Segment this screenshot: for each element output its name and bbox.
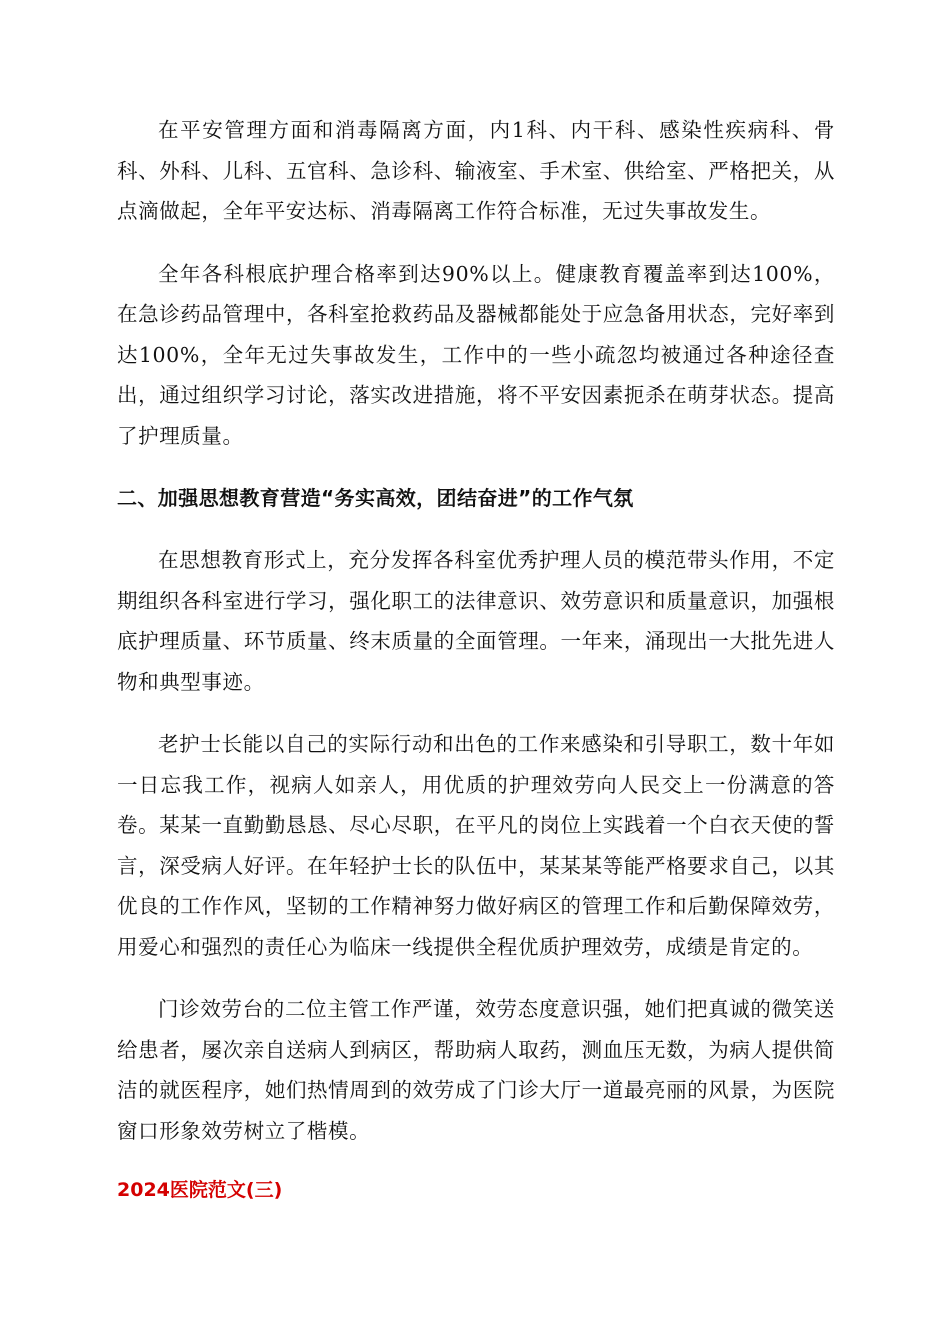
document-body: [117, 110, 835, 1207]
paragraph-safety-management: 在平安管理方面和消毒隔离方面，内1科、内干科、感染性疾病科、骨科、外科、儿科、五官科、急诊科、输液室、手术室、供给室、严格把关，从点滴做起，全年平安达标、消毒隔离工作符合标准，无过失事故发生。: [117, 118, 835, 223]
section-heading-ideological-education: 二、加强思想教育营造“务实高效，团结奋进”的工作气氛: [117, 486, 634, 510]
paragraph-outpatient-service: 门诊效劳台的二位主管工作严谨，效劳态度意识强，她们把真诚的微笑送给患者，屡次亲自送病人到病区，帮助病人取药，测血压无数，为病人提供简洁的就医程序，她们热情周到的效劳成了门诊大厅一道最亮丽的风景，为医院窗口形象效劳树立了楷模。: [117, 997, 835, 1143]
paragraph-head-nurses: 老护士长能以自己的实际行动和出色的工作来感染和引导职工，数十年如一日忘我工作，视病人如亲人，用优质的护理效劳向人民交上一份满意的答卷。某某一直勤勤恳恳、尽心尽职，在平凡的岗位上实践着一个白衣天使的誓言，深受病人好评。在年轻护士长的队伍中，某某某等能严格要求自己，以其优良的工作作风，坚韧的工作精神努力做好病区的管理工作和后勤保障效劳，用爱心和强烈的责任心为临床一线提供全程优质护理效劳，成绩是肯定的。: [117, 732, 835, 959]
paragraph-nursing-quality: 全年各科根底护理合格率到达90%以上。健康教育覆盖率到达100%，在急诊药品管理中，各科室抢救药品及器械都能处于应急备用状态，完好率到达100%，全年无过失事故发生，工作中的一些小疏忽均被通过各种途径查出，通过组织学习讨论，落实改进措施，将不平安因素扼杀在萌芽状态。提高了护理质量。: [117, 261, 835, 448]
section-title-sample-three: 2024医院范文(三): [117, 1179, 283, 1201]
paragraph-education-form: 在思想教育形式上，充分发挥各科室优秀护理人员的模范带头作用，不定期组织各科室进行学习，强化职工的法律意识、效劳意识和质量意识，加强根底护理质量、环节质量、终末质量的全面管理。一年来，涌现出一大批先进人物和典型事迹。: [117, 548, 835, 694]
